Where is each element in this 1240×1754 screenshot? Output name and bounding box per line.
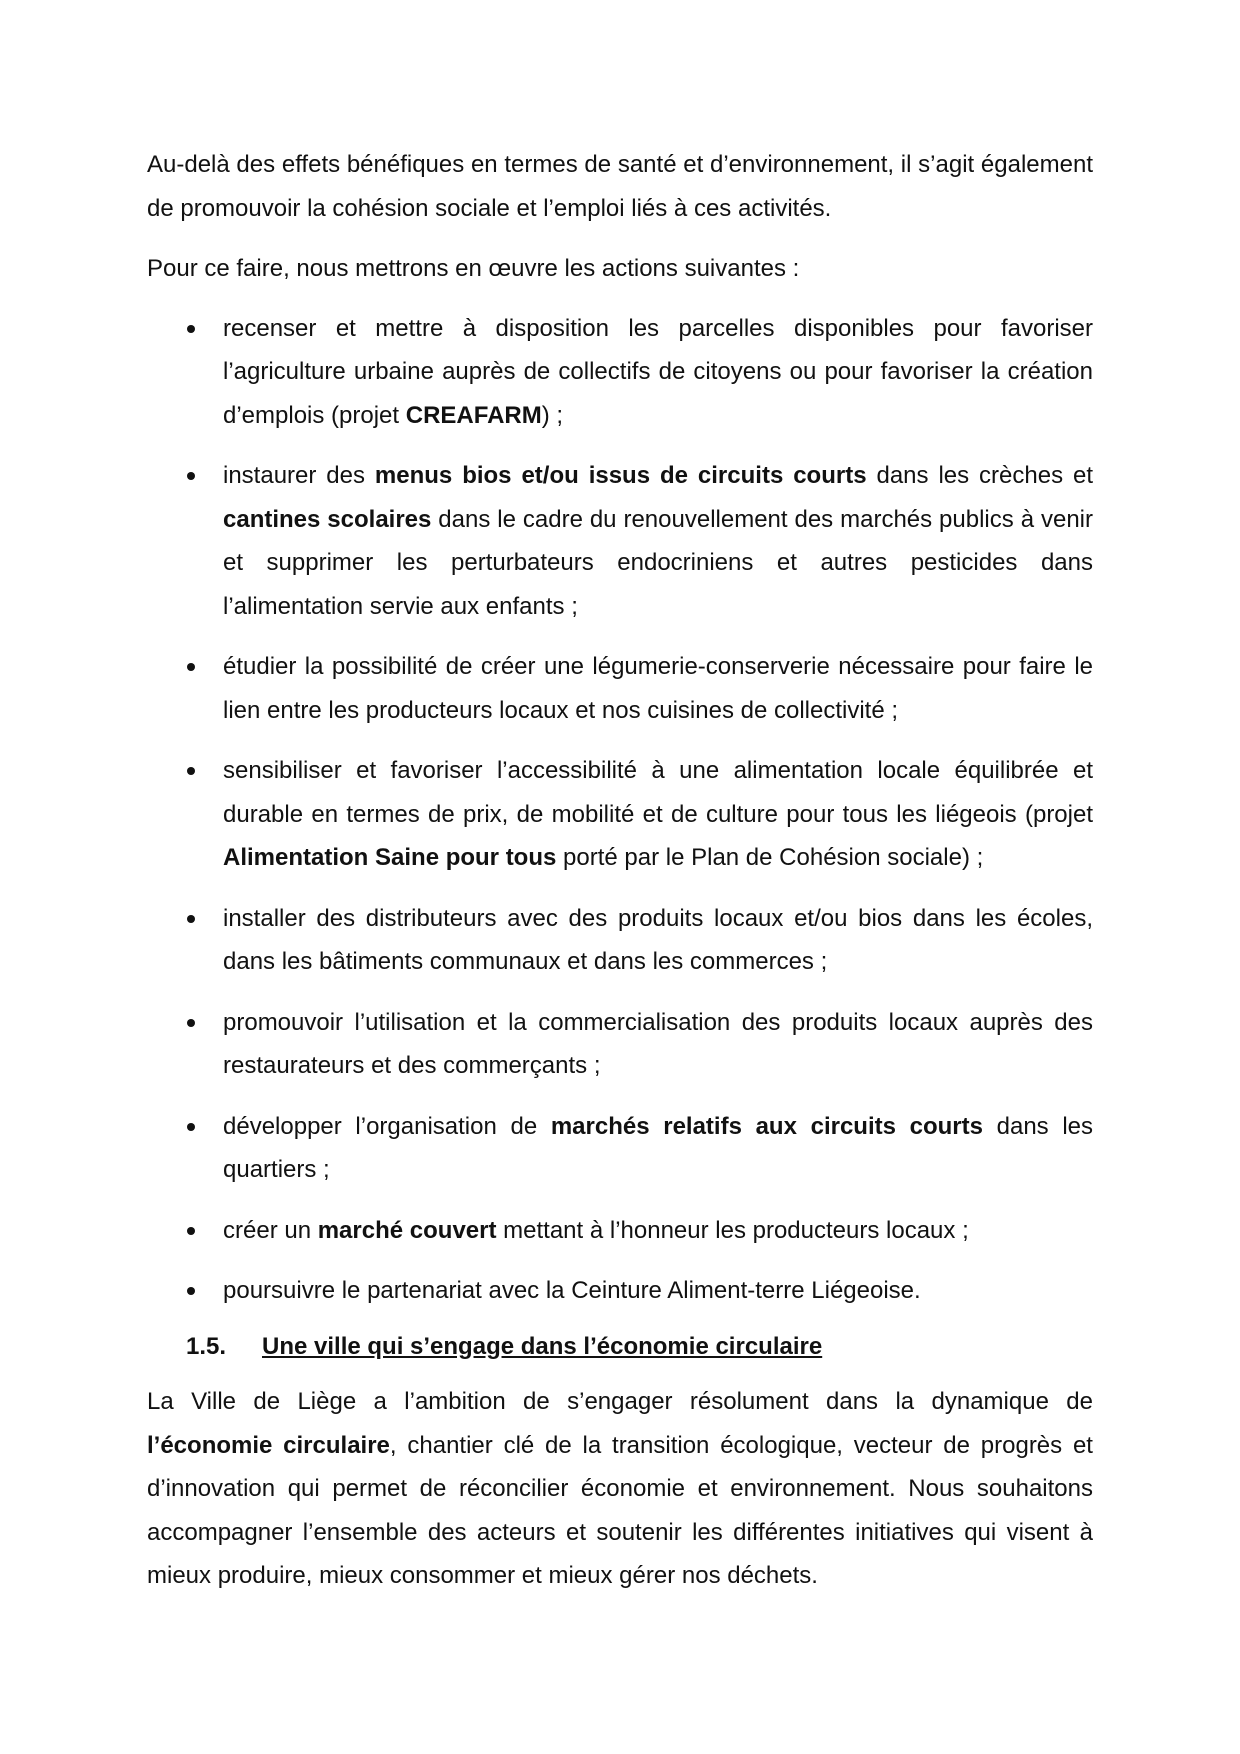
section-number: 1.5. [186,1332,227,1360]
bullet-item [147,1269,1093,1313]
text-run: développer l’organisation de [223,1112,551,1140]
bullet-item [147,307,1093,438]
bullet-icon [187,915,195,923]
bullet-item [147,1105,1093,1192]
text-run: mettant à l’honneur les producteurs locaux ; [496,1216,969,1244]
text-run: créer un [223,1216,318,1244]
bullet-icon [187,1227,195,1235]
bold-text: Alimentation Saine pour tous [223,844,557,871]
bullet-icon [187,472,195,480]
bold-text: menus bios et/ou issus de circuits courts [374,462,867,489]
circular-economy-paragraph [147,1380,1093,1598]
text-run: poursuivre le partenariat avec la Ceinture Aliment-terre Liégeoise. [223,1277,921,1304]
text-run: , chantier clé de la transition écologique, vecteur de progrès et d’innovation qui permet de réconcilier économie et environnement. Nous souhaitons accompagner l’ensemble des acteurs et soutenir les différentes initiatives qui visent à mieux produire, mieux consommer et mieux gérer nos déchets. [147,1431,1093,1589]
text-run: promouvoir l’utilisation et la commercialisation des produits locaux auprès des restaurateurs et des commerçants ; [223,1008,1093,1079]
section-heading [147,1325,1093,1369]
text-run: dans les crèches et [866,462,1094,489]
text-run: instaurer des [223,462,375,489]
section-title: Une ville qui s’engage dans l’économie circulaire [262,1332,823,1360]
bullet-item [147,897,1093,984]
bold-text: CREAFARM [405,401,542,429]
bullet-icon [187,1019,195,1027]
bullet-item [147,1001,1093,1088]
text-run: dans le cadre du renouvellement des marchés publics à venir et supprimer les perturbateurs endocriniens et autres pesticides dans l’alimentation servie aux enfants ; [223,505,1093,620]
text-run: dans les quartiers ; [223,1112,1093,1183]
text-run: La Ville de Liège a l’ambition de s’engager résolument dans la dynamique de [147,1388,1093,1415]
text-run: installer des distributeurs avec des produits locaux et/ou bios dans les écoles, dans les bâtiments communaux et dans les commerces ; [223,904,1093,975]
bold-text: marchés relatifs aux circuits courts [550,1112,983,1140]
bullet-icon [187,663,195,671]
text-run: étudier la possibilité de créer une légumerie-conserverie nécessaire pour faire le lien entre les producteurs locaux et nos cuisines de collectivité ; [223,653,1093,724]
text-run: ) ; [541,401,564,429]
bold-text: l’économie circulaire [147,1431,390,1459]
bullet-icon [187,1123,195,1131]
bullet-icon [187,767,195,775]
actions-intro-paragraph: Pour ce faire, nous mettrons en œuvre les actions suivantes : [147,255,800,282]
text-run: recenser et mettre à disposition les parcelles disponibles pour favoriser l’agriculture urbaine auprès de collectifs de citoyens ou pour favoriser la création d’emplois (projet [223,314,1093,429]
bold-text: cantines scolaires [223,505,432,533]
actions-bullet-list [147,307,1093,1313]
bullet-item [147,749,1093,880]
text-run: sensibiliser et favoriser l’accessibilité à une alimentation locale équilibrée et durable en termes de prix, de mobilité et de culture pour tous les liégeois (projet [223,757,1093,828]
intro-paragraph: Au-delà des effets bénéfiques en termes de santé et d’environnement, il s’agit également de promouvoir la cohésion sociale et l’emploi liés à ces activités. [147,151,1093,222]
bullet-icon [187,325,195,333]
bold-text: marché couvert [317,1216,497,1244]
document-page [147,143,1093,1598]
text-run: porté par le Plan de Cohésion sociale) ; [556,844,984,871]
bullet-item [147,645,1093,732]
bullet-item [147,1209,1093,1253]
bullet-icon [187,1287,195,1295]
bullet-item [147,454,1093,628]
